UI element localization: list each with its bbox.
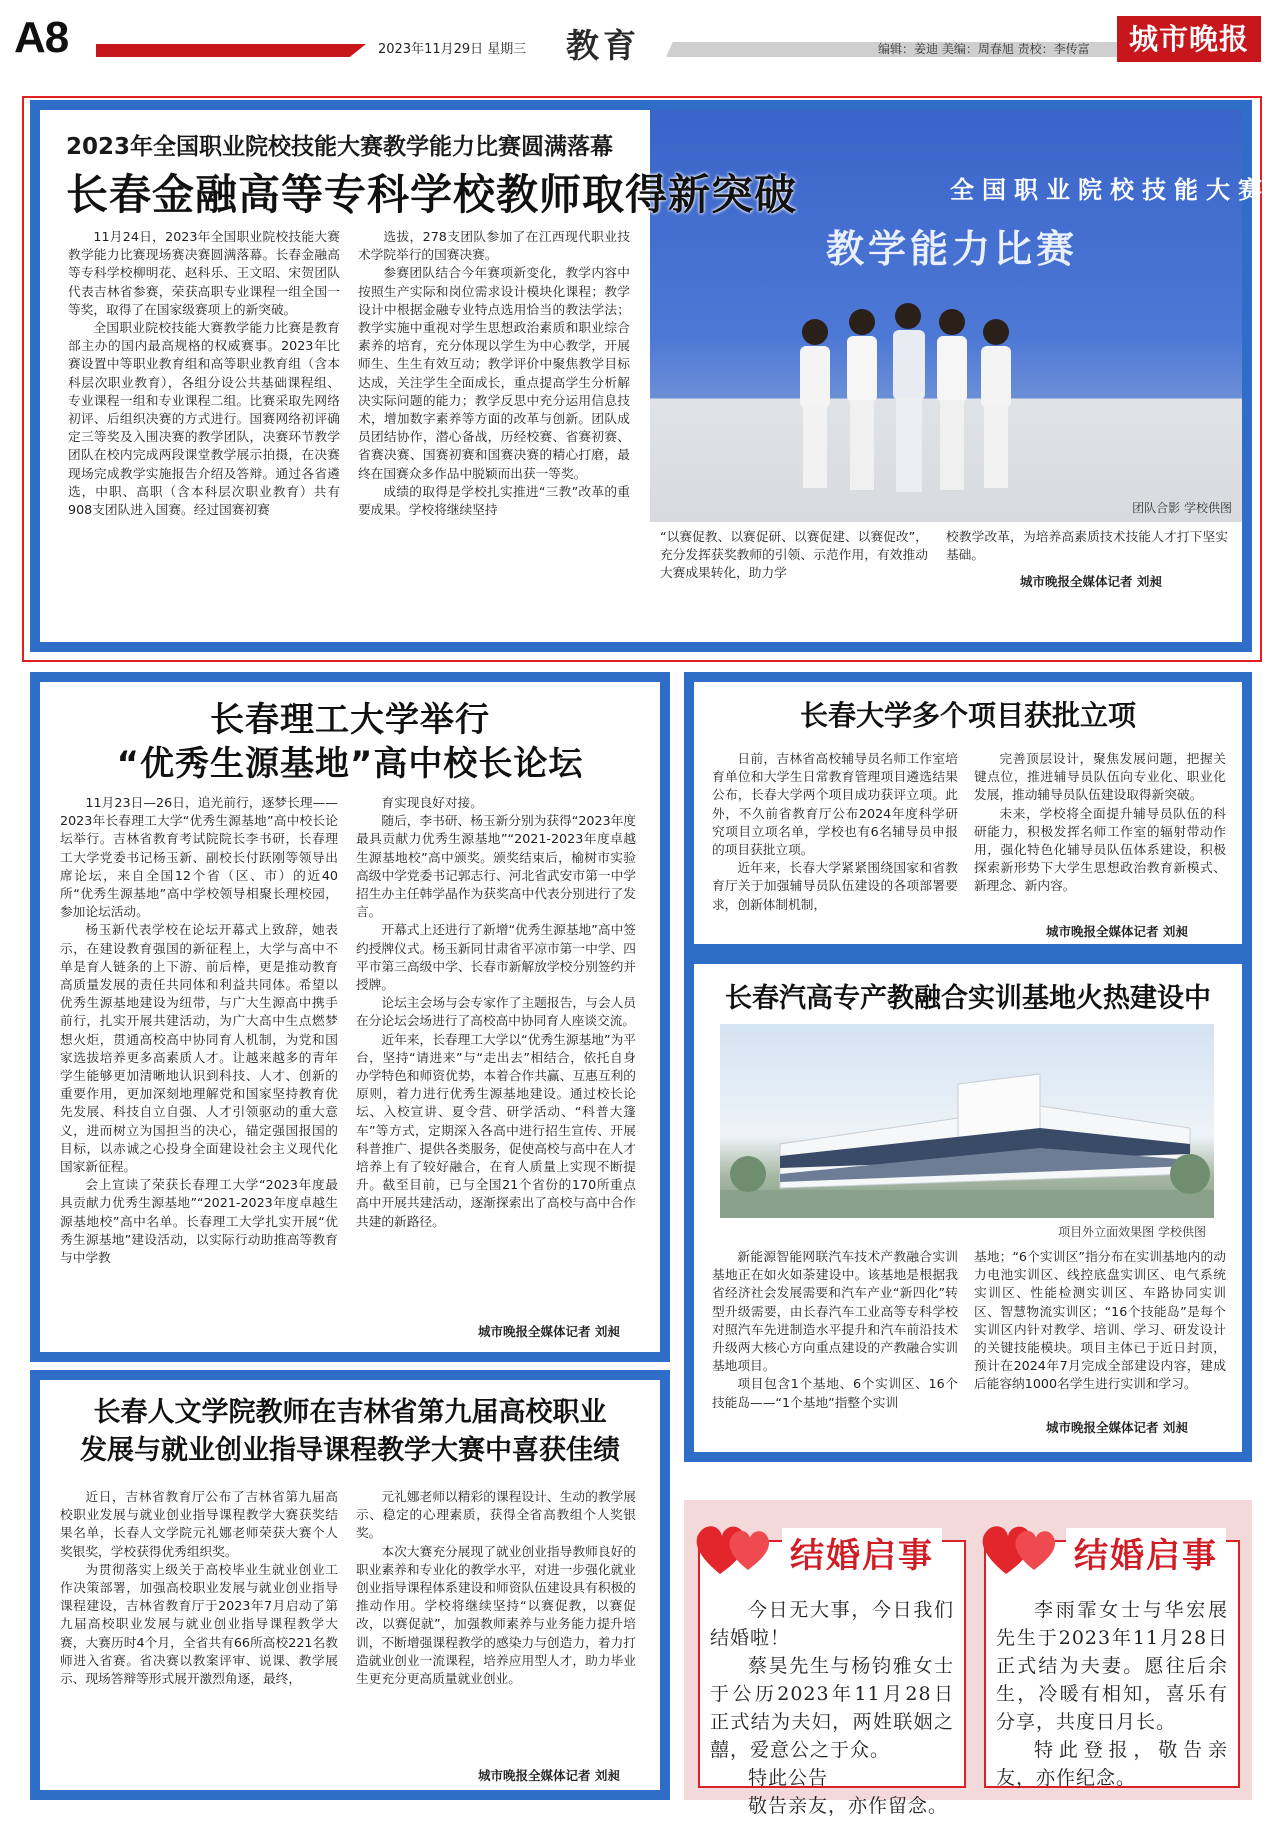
photo-banner-line2: 教学能力比赛: [826, 226, 1079, 271]
ccu-column-1: [712, 750, 958, 940]
paragraph: 杨玉新代表学校在论坛开幕式上致辞，她表示，在建设教育强国的新征程上，大学与高中不单是育人链条的上下游、前后棒，更是推动教育高质量发展的责任共同体和利益共同体。希望以优秀生源基地建设为纽带，与广大生源高中携手前行，扎实开展共建活动，为广大高中生点燃梦想火炬，贯通高校高中协同育人机制，为党和国家选拔培养更多高素质人才。让越来越多的青年学生能够更加清晰地认识到科技、人才、创新的重要作用，更加深刻地理解党和国家坚持教育优先发展、科技自立自强、人才引领驱动的重大意义，进而树立为国担当的决心，锚定强国报国的目标，以赤诚之心投身全面建设社会主义现代化国家新征程。: [60, 922, 338, 1175]
building-caption: 项目外立面效果图 学校供图: [1058, 1225, 1206, 1239]
paragraph: 校教学改革，为培养高素质技术技能人才打下坚实基础。: [946, 529, 1228, 563]
masthead-red-bar: [96, 44, 366, 57]
auto-byline: 城市晚报全媒体记者 刘昶: [1046, 1420, 1188, 1435]
paragraph: 特此登报，敬告亲友，亦作纪念。: [996, 1739, 1228, 1789]
auto-panel-inner: [694, 964, 1242, 1452]
feature-subtitle: 2023年全国职业院校技能大赛教学能力比赛圆满落幕: [66, 134, 614, 160]
paragraph: 李雨霏女士与华宏展先生于2023年11月28日正式结为夫妻。愿往后余生，冷暖有相知，喜乐有分享，共度日月长。: [996, 1599, 1228, 1733]
photo-caption: 团队合影 学校供图: [1132, 501, 1232, 515]
feature-column-4: [946, 528, 1228, 564]
paragraph: “以赛促教、以赛促研、以赛促建、以赛促改”，充分发挥获奖教师的引领、示范作用，有效推动大赛成果转化，助力学: [660, 529, 928, 581]
auto-panel: [684, 954, 1252, 1462]
wedding-notice-1-title: 结婚启事: [782, 1528, 942, 1577]
paragraph: 成绩的取得是学校扎实推进“三教”改革的重要成果。学校将继续坚持: [358, 483, 630, 518]
forum-title-line2: “优秀生源基地”高中校长论坛: [116, 744, 584, 784]
renwen-panel-inner: [40, 1380, 660, 1790]
feature-column-1: [68, 228, 340, 648]
feature-panel: [30, 100, 1270, 652]
paragraph: 蔡昊先生与杨钧雅女士于公历2023年11月28日正式结为夫妇，两姓联姻之囍，爱意公之于众。: [710, 1655, 954, 1761]
paragraph: 参赛团队结合今年赛项新变化，教学内容中按照生产实际和岗位需求设计模块化课程；教学设计中根据金融专业特点选用恰当的教法学法；教学实施中重视对学生思想政治素质和职业综合素养的培育，充分体现以学生为中心教学，开展师生、生生有效互动；教学评价中聚焦教学目标达成，关注学生全面成长，重点提高学生分析解决实际问题的能力；教学反思中充分运用信息技术，增加数字素养等方面的改革与创新。团队成员团结协作，潜心备战，历经校赛、省赛初赛、省赛决赛、国赛初赛和国赛决赛的精心打磨，最终在国赛众多作品中脱颖而出获一等奖。: [358, 265, 630, 481]
renwen-column-2: [356, 1488, 636, 1764]
paragraph: 11月23日—26日，追光前行，逐梦长理——2023年长春理工大学“优秀生源基地”高中校长论坛举行。吉林省教育考试院院长李书研，长春理工大学党委书记杨玉新、副校长付跃刚等领导出席论坛，来自全国12个省（区、市）的近40所“优秀生源基地”高中学校领导相聚长理校园，参加论坛活动。: [60, 795, 338, 920]
person-figure-1: [800, 319, 830, 488]
paragraph: 随后，李书研、杨玉新分别为获得“2023年度最具贡献力优秀生源基地”“2021-2023年度卓越生源基地校”高中颁奖。颁奖结束后，榆树市实验高级中学党委书记郭志行、河北省武安市第一中学招生办主任韩学晶作为获奖高中代表分别进行了发言。: [356, 813, 636, 920]
paragraph: 特此公告: [748, 1767, 829, 1789]
person-figure-2: [847, 309, 877, 490]
paragraph: 11月24日，2023年全国职业院校技能大赛教学能力比赛现场赛决赛圆满落幕。长春金融高等专科学校柳明花、赵科乐、王文昭、宋贺团队代表吉林省参赛，荣获高职专业课程一组全国一等奖，取得了在国家级赛项上的新突破。: [68, 229, 340, 317]
feature-column-3: [660, 528, 928, 590]
renwen-column-1: [60, 1488, 338, 1778]
auto-title: 长春汽高专产教融合实训基地火热建设中: [725, 983, 1211, 1014]
renwen-byline: 城市晚报全媒体记者 刘昶: [478, 1768, 620, 1783]
ccu-title: 长春大学多个项目获批立项: [799, 699, 1136, 732]
person-figure-5: [981, 319, 1011, 488]
issue-date: 2023年11月29日 星期三: [378, 42, 527, 57]
paragraph: 未来，学校将全面提升辅导员队伍的科研能力，积极发挥名师工作室的辐射带动作用，强化特色化辅导员队伍体系建设，积极探索新形势下大学生思想政治教育新模式、新理念、新内容。: [974, 805, 1226, 894]
photo-banner-line1: 全国职业院校技能大赛: [950, 176, 1270, 204]
ccu-panel-inner: [694, 682, 1242, 944]
renwen-title-line2: 发展与就业创业指导课程教学大赛中喜获佳绩: [80, 1435, 620, 1466]
forum-panel-inner: [40, 682, 660, 1352]
feature-byline: 城市晚报全媒体记者 刘昶: [1020, 574, 1162, 589]
wedding-notice-2-body: [996, 1596, 1228, 1792]
page-number: A8: [14, 13, 69, 62]
feature-panel-inner: [40, 110, 1270, 642]
forum-panel: [30, 672, 670, 1362]
paragraph: 育实现良好对接。: [381, 795, 483, 810]
paragraph: 今日无大事，今日我们结婚啦！: [710, 1599, 954, 1649]
paragraph: 为贯彻落实上级关于高校毕业生就业创业工作决策部署，加强高校职业发展与就业创业指导课程建设，吉林省教育厅于2023年7月启动了第九届高校职业发展与就业创业指导课程教学大赛，大赛历时4个月，全省共有66所高校221名教师进入省赛。省决赛以教案评审、说课、教学展示、现场答辩等形式展开激烈角逐，最终，: [60, 1561, 338, 1687]
ccu-column-2: [974, 750, 1226, 918]
person-figure-3: [893, 303, 925, 492]
ccu-byline: 城市晚报全媒体记者 刘昶: [1046, 924, 1188, 939]
paragraph: 会上宣读了荣获长春理工大学“2023年度最具贡献力优秀生源基地”“2021-2023年度卓越生源基地校”高中名单。长春理工大学扎实开展“优秀生源基地”建设活动，以实际行动助推高等教育与中学教: [60, 1177, 338, 1266]
heart-icon: [690, 1512, 782, 1584]
building-illustration: [720, 1024, 1214, 1218]
paragraph: 论坛主会场与会专家作了主题报告，与会人员在分论坛会场进行了高校高中协同育人座谈交流。: [356, 995, 636, 1029]
paragraph: 选拔，278支团队参加了在江西现代职业技术学院举行的国赛决赛。: [358, 229, 630, 263]
paragraph: 开幕式上还进行了新增“优秀生源基地”高中签约授牌仪式。杨玉新同甘肃省平凉市第一中学、四平市第三高级中学、长春市新解放学校分别签约并授牌。: [356, 922, 636, 993]
newspaper-logo: 城市晚报: [1117, 16, 1261, 62]
paragraph: 本次大赛充分展现了就业创业指导教师良好的职业素养和专业化的教学水平，对进一步强化就业创业指导课程体系建设和师资队伍建设具有积极的推动作用。学校将继续坚持“以赛促教，以赛促改，以赛促就”，加强教师素养与业务能力提升培训，不断增强课程教学的感染力与创造力，着力打造就业创业一流课程，培养应用型人才，助力毕业生更充分更高质量就业创业。: [356, 1543, 636, 1687]
forum-column-2: [356, 794, 636, 1314]
forum-title-line1: 长春理工大学举行: [210, 700, 490, 740]
feature-column-2: [358, 228, 630, 648]
ccu-panel: [684, 672, 1252, 954]
paragraph: 项目包含1个基地、6个实训区、16个技能岛——“1个基地”指整个实训: [712, 1376, 958, 1410]
paragraph: 近年来，长春大学紧紧围绕国家和省教育厅关于加强辅导员队伍建设的各项部署要求，创新体制机制，: [712, 860, 958, 912]
wedding-notice-1-body: [710, 1596, 954, 1820]
wedding-notice-2-title: 结婚启事: [1066, 1528, 1226, 1577]
paragraph: 完善顶层设计，聚焦发展问题，把握关键点位，推进辅导员队伍向专业化、职业化发展，推动辅导员队伍建设取得新突破。: [974, 751, 1226, 803]
paragraph: 近日，吉林省教育厅公布了吉林省第九届高校职业发展与就业创业指导课程教学大赛获奖结果名单，长春人文学院元礼娜老师荣获大赛个人奖银奖，学校获得优秀组织奖。: [60, 1489, 338, 1559]
paragraph: 全国职业院校技能大赛教学能力比赛是教育部主办的国内最高规格的权威赛事。2023年比赛设置中等职业教育组和高等职业教育组（含本科层次职业教育），各组分设公共基础课程组、专业课程一组和专业课程二组。比赛采取先网络初评、后组织决赛的方式进行。国赛网络初评确定三等奖及入围决赛的教学团队，决赛环节教学团队在校内完成两段课堂教学展示拍摄，在决赛现场完成教学实施报告介绍及答辩。通过各省遴选，中职、高职（含本科层次职业教育）共有908支团队进入国赛。经过国赛初赛: [68, 320, 340, 518]
paragraph: 基地；“6个实训区”指分布在实训基地内的动力电池实训区、线控底盘实训区、电气系统实训区、性能检测实训区、车路协同实训区、智慧物流实训区；“16个技能岛”是每个实训区内针对教学、培训、学习、研发设计的关键技能模块。项目主体已于近日封顶，预计在2024年7月完成全部建设内容，建成后能容纳1000名学生进行实训和学习。: [974, 1249, 1226, 1392]
auto-column-1: [712, 1248, 958, 1438]
paragraph: 近年来，长春理工大学以“优秀生源基地”为平台，坚持“请进来”与“走出去”相结合，依托自身办学特色和师资优势，本着合作共赢、互惠互利的原则，着力进行优秀生源基地建设。通过校长论坛、入校宣讲、夏令营、研学活动、“科普大篷车”等方式，定期深入各高中进行招生宣传、开展科普推广、提供各类服务，促使高校与高中在人才培养上有了较好融合，在育人质量上实现不断提升。截至目前，已与全国21个省份的170所重点高中开展共建活动，逐渐探索出了高校与高中合作共建的新路径。: [356, 1031, 636, 1229]
renwen-title-line1: 长春人文学院教师在吉林省第九届高校职业: [93, 1397, 607, 1428]
renwen-panel: [30, 1370, 670, 1800]
heart-icon: [976, 1512, 1068, 1584]
section-name: 教育: [566, 26, 640, 65]
editors-credit: 编辑：姜迪 美编：周春旭 责校：李传富: [878, 42, 1090, 56]
person-figure-4: [937, 309, 967, 490]
paragraph: 新能源智能网联汽车技术产教融合实训基地正在如火如荼建设中。该基地是根据我省经济社会发展需要和汽车产业“新四化”转型升级需要，由长春汽车工业高等专科学校对照汽车先进制造水平提升和汽车前沿技术升级两大核心方向重点建设的产教融合实训基地项目。: [712, 1249, 958, 1374]
auto-column-2: [974, 1248, 1226, 1414]
paragraph: 敬告亲友，亦作留念。: [748, 1795, 949, 1817]
forum-byline: 城市晚报全媒体记者 刘昶: [478, 1324, 620, 1339]
forum-column-1: [60, 794, 338, 1344]
feature-title: 长春金融高等专科学校教师取得新突破: [66, 170, 798, 219]
paragraph: 元礼娜老师以精彩的课程设计、生动的教学展示、稳定的心理素质，获得全省高教组个人奖银奖。: [356, 1489, 636, 1541]
paragraph: 日前，吉林省高校辅导员名师工作室培育单位和大学生日常教育管理项目遴选结果公布，长春大学两个项目成功获评立项。此外，不久前省教育厅公布2024年度科学研究项目立项名单，学校也有6名辅导员申报的项目获批立项。: [712, 751, 958, 858]
building-rendering: [720, 1024, 1214, 1239]
